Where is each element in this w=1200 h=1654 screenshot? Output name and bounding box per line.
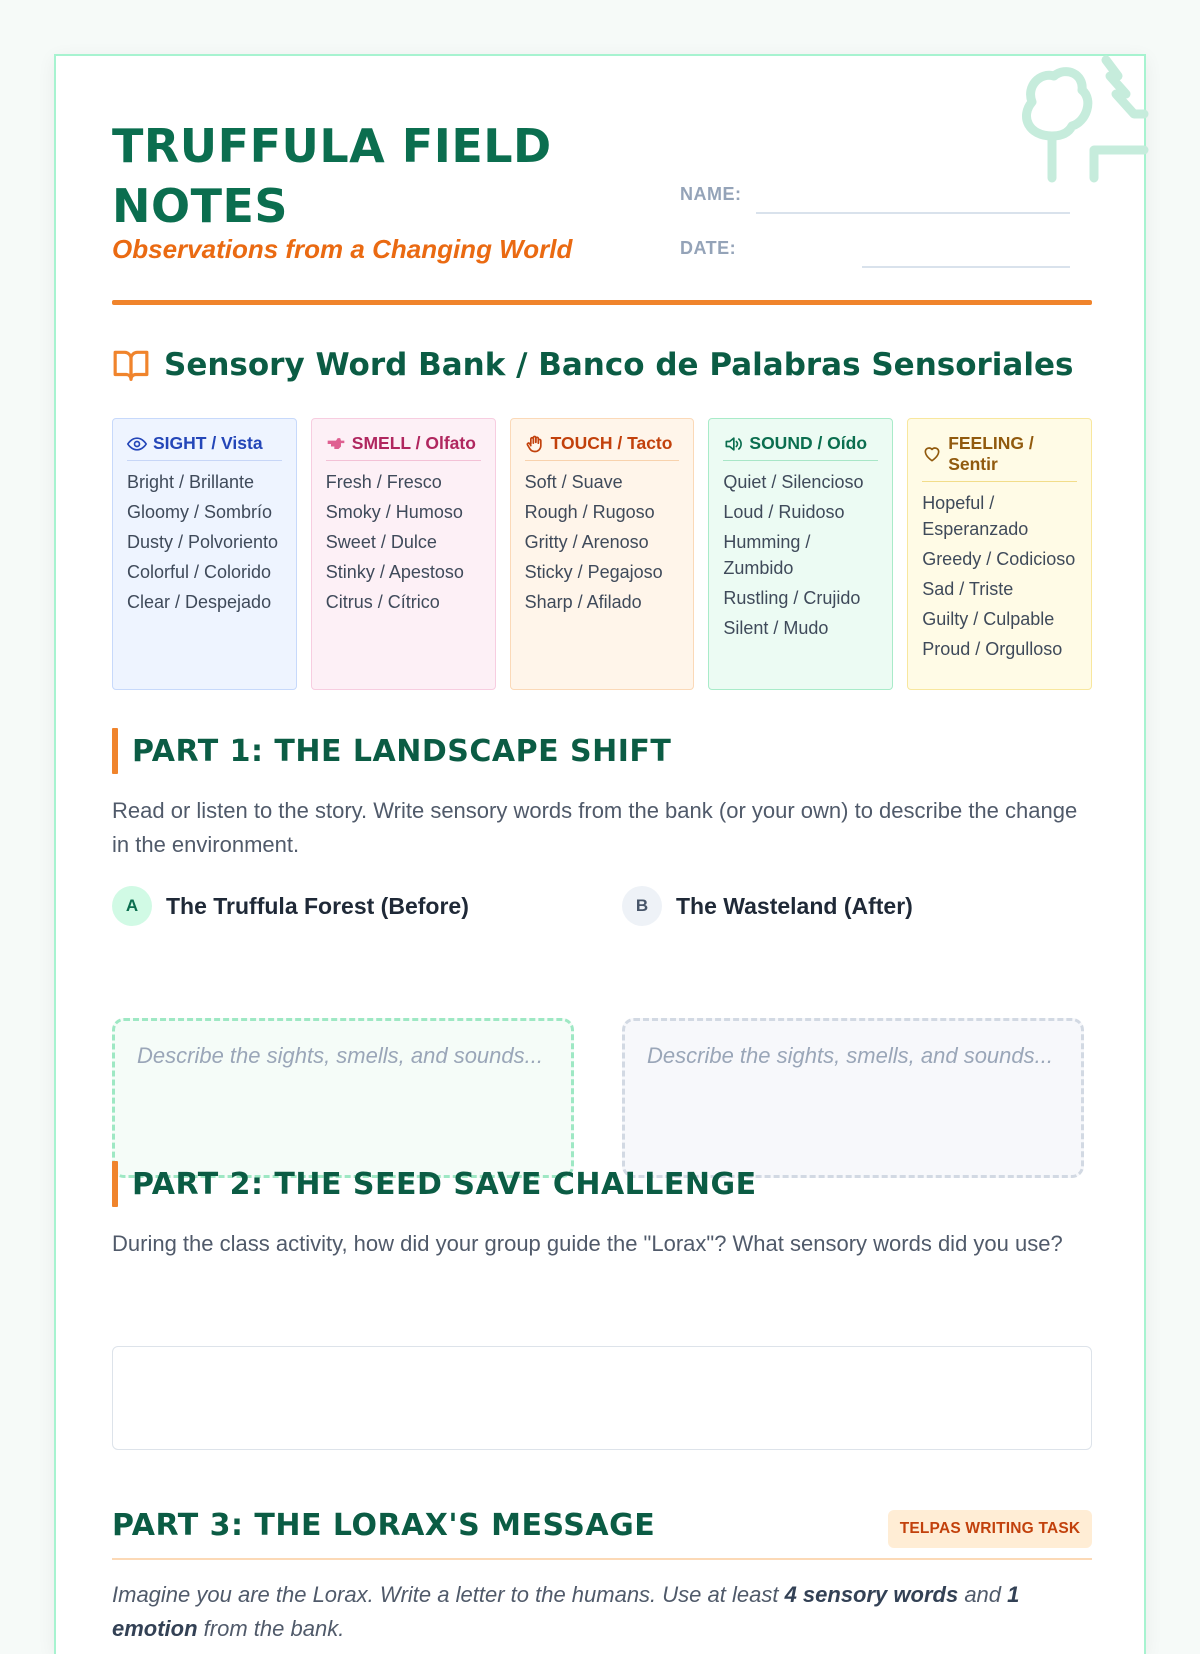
feeling-card-header xyxy=(922,433,1077,482)
part3-instr-emphasis: 1 emotion xyxy=(112,1582,1020,1641)
word-item: Greedy / Codicioso xyxy=(922,549,1076,569)
smell-label: SMELL / Olfato xyxy=(351,433,476,453)
word-item: Fresh / Fresco xyxy=(325,472,442,492)
heading-accent-bar xyxy=(112,1161,118,1207)
word-item: Quiet / Silencioso xyxy=(723,472,864,492)
hand-icon xyxy=(525,434,545,454)
touch-card xyxy=(510,418,695,690)
part2-question: During the class activity, how did your group guide the "Lorax"? What sensory words did you use? xyxy=(112,1231,1063,1256)
name-field[interactable] xyxy=(756,212,1070,214)
word-item: Loud / Ruidoso xyxy=(723,502,845,522)
word-item: Proud / Orgulloso xyxy=(922,639,1063,659)
before-answer-box[interactable] xyxy=(112,1018,574,1178)
heart-icon xyxy=(922,444,942,464)
badge-a: A xyxy=(112,886,152,926)
part1-title: PART 1: THE LANDSCAPE SHIFT xyxy=(132,733,672,769)
part1-instructions: Read or listen to the story. Write sensory words from the bank (or your own) to describe the change in the environment. xyxy=(112,798,1078,857)
part3-instructions xyxy=(112,1578,1092,1646)
word-item: Rough / Rugoso xyxy=(524,502,655,522)
word-item: Sharp / Afilado xyxy=(524,592,642,612)
word-bank-heading xyxy=(112,346,1073,384)
smell-card-header xyxy=(326,433,481,461)
sound-card-header xyxy=(723,433,878,461)
word-item: Soft / Suave xyxy=(524,472,623,492)
before-title: The Truffula Forest (Before) xyxy=(166,892,469,919)
date-field[interactable] xyxy=(862,266,1070,268)
sound-label: SOUND / Oído xyxy=(749,433,868,453)
part3-divider xyxy=(112,1558,1092,1560)
worksheet-title: TRUFFULA FIELD NOTES xyxy=(112,119,552,233)
before-label xyxy=(112,886,469,926)
part1-heading xyxy=(112,728,671,774)
word-item: Humming / Zumbido xyxy=(723,532,811,578)
after-label xyxy=(622,886,913,926)
badge-b: B xyxy=(622,886,662,926)
word-item: Dusty / Polvoriento xyxy=(127,532,279,552)
word-item: Hopeful / Esperanzado xyxy=(922,493,1029,539)
word-item: Bright / Brillante xyxy=(127,472,255,492)
date-label: DATE: xyxy=(680,238,737,258)
name-label: NAME: xyxy=(680,184,742,204)
part2-title: PART 2: THE SEED SAVE CHALLENGE xyxy=(132,1166,757,1202)
word-item: Smoky / Humoso xyxy=(325,502,463,522)
sight-label: SIGHT / Vista xyxy=(153,433,263,453)
sight-card-header xyxy=(127,433,282,461)
after-title: The Wasteland (After) xyxy=(676,892,913,919)
book-icon xyxy=(112,346,150,384)
worksheet-subtitle: Observations from a Changing World xyxy=(112,234,573,264)
word-bank-title: Sensory Word Bank / Banco de Palabras Sensoriales xyxy=(164,347,1074,383)
sound-card xyxy=(708,418,893,690)
touch-card-header xyxy=(525,433,680,461)
word-item: Stinky / Apestoso xyxy=(325,562,464,582)
feeling-label: FEELING / Sentir xyxy=(948,433,1034,474)
feeling-card xyxy=(907,418,1092,690)
word-item: Sticky / Pegajoso xyxy=(524,562,663,582)
sight-card xyxy=(112,418,297,690)
part2-heading xyxy=(112,1161,757,1207)
before-placeholder: Describe the sights, smells, and sounds... xyxy=(137,1043,543,1068)
part3-heading: PART 3: THE LORAX'S MESSAGE xyxy=(112,1508,656,1543)
touch-label: TOUCH / Tacto xyxy=(550,433,673,453)
worksheet-page xyxy=(54,54,1146,1654)
tree-icon xyxy=(1014,56,1144,186)
telpas-tag: TELPAS WRITING TASK xyxy=(888,1510,1092,1548)
part3-instr-text: and xyxy=(958,1582,1008,1607)
after-placeholder: Describe the sights, smells, and sounds... xyxy=(647,1043,1053,1068)
word-item: Silent / Mudo xyxy=(723,618,829,638)
header-divider xyxy=(112,300,1092,305)
heading-accent-bar xyxy=(112,728,118,774)
part3-instr-text: Imagine you are the Lorax. Write a letter to the humans. Use at least xyxy=(112,1582,785,1607)
smell-card xyxy=(311,418,496,690)
word-item: Clear / Despejado xyxy=(127,592,272,612)
word-item: Guilty / Culpable xyxy=(922,609,1055,629)
nose-icon xyxy=(326,434,346,454)
word-item: Colorful / Colorido xyxy=(127,562,272,582)
word-item: Gritty / Arenoso xyxy=(524,532,649,552)
part3-instr-emphasis: 4 sensory words xyxy=(784,1582,959,1607)
word-bank-cards xyxy=(112,418,1092,690)
after-answer-box[interactable] xyxy=(622,1018,1084,1178)
part3-instr-text: from the bank. xyxy=(197,1616,345,1641)
part2-answer-box[interactable] xyxy=(112,1346,1092,1450)
word-item: Sad / Triste xyxy=(922,579,1014,599)
word-item: Rustling / Crujido xyxy=(723,588,861,608)
word-item: Sweet / Dulce xyxy=(325,532,437,552)
eye-icon xyxy=(127,434,147,454)
word-item: Citrus / Cítrico xyxy=(325,592,440,612)
speaker-icon xyxy=(723,434,743,454)
word-item: Gloomy / Sombrío xyxy=(127,502,273,522)
